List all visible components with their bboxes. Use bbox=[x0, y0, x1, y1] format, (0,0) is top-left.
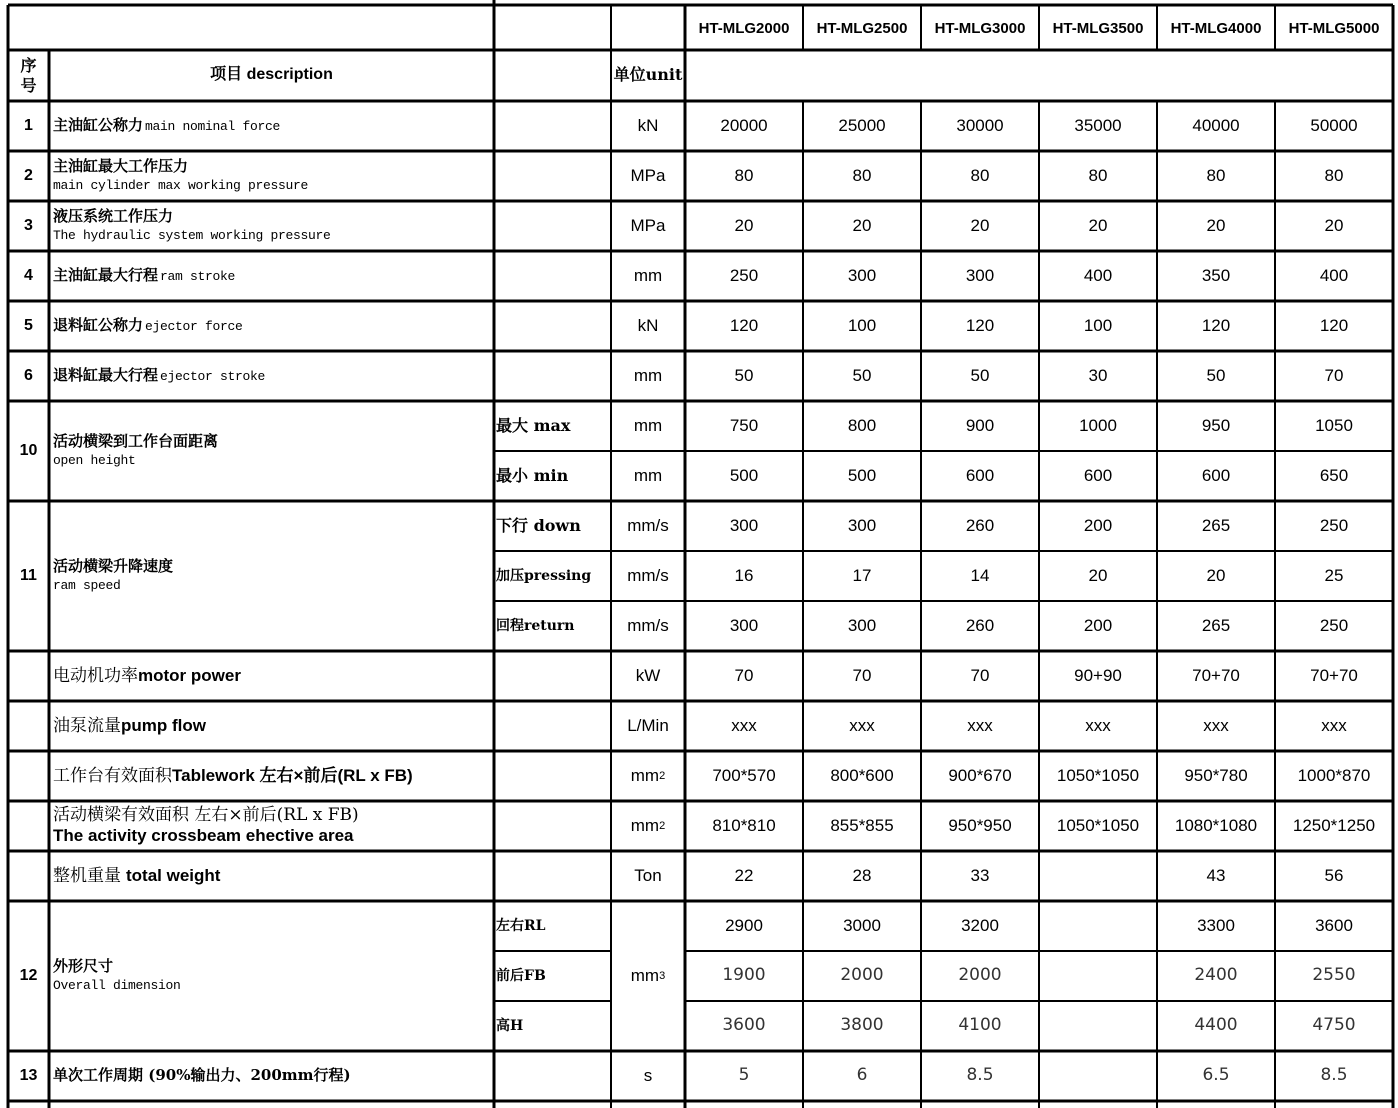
row-unit-value: mm bbox=[630, 766, 660, 786]
value-cell: 3600 bbox=[722, 1015, 766, 1036]
row-unit-value: mm bbox=[633, 266, 663, 286]
value-cell: 950 bbox=[1201, 416, 1231, 436]
value-cell: 300 bbox=[965, 266, 995, 286]
row-unit bbox=[611, 201, 685, 251]
description-en: pump flow bbox=[121, 715, 206, 735]
value-cell: 3300 bbox=[1197, 916, 1235, 936]
row-description bbox=[49, 301, 494, 351]
row-unit bbox=[611, 901, 685, 1051]
description-en: ram speed bbox=[53, 578, 121, 594]
row-number-value: 13 bbox=[19, 1066, 38, 1084]
value-cell: 25000 bbox=[838, 116, 886, 136]
value-cell: 50 bbox=[970, 366, 990, 386]
value-cell: 250 bbox=[1319, 516, 1349, 536]
description-zh: 活动横梁有效面积 左右×前后(RL x FB) bbox=[53, 805, 359, 826]
value-cell: 20 bbox=[852, 216, 872, 236]
description-zh: 主油缸公称力 bbox=[53, 115, 144, 134]
value-cell: 56 bbox=[1324, 866, 1344, 886]
description-text bbox=[53, 367, 265, 385]
value-cell: 300 bbox=[847, 266, 877, 286]
description-header bbox=[49, 50, 494, 101]
row-unit-value: s bbox=[643, 1066, 653, 1086]
value-cell: xxx bbox=[967, 716, 993, 736]
row-description bbox=[49, 801, 494, 851]
row-number bbox=[8, 901, 49, 1051]
row-unit-value: kW bbox=[635, 666, 661, 686]
value-cell: 200 bbox=[1083, 616, 1113, 636]
row-unit bbox=[611, 401, 685, 451]
description-text bbox=[53, 117, 280, 135]
row-number bbox=[8, 501, 49, 651]
value-cell bbox=[1039, 851, 1157, 901]
value-cell: 260 bbox=[965, 616, 995, 636]
value-cell: 20 bbox=[1324, 216, 1344, 236]
description-en: ejector force bbox=[145, 318, 243, 334]
value-cell: 80 bbox=[1206, 166, 1226, 186]
value-cell: 600 bbox=[1201, 466, 1231, 486]
description-zh: 活动横梁到工作台面距离 bbox=[53, 431, 219, 450]
row-unit bbox=[611, 451, 685, 501]
row-number-value: 6 bbox=[24, 366, 33, 384]
row-unit bbox=[611, 151, 685, 201]
row-unit-value: MPa bbox=[630, 166, 666, 186]
row-description bbox=[49, 851, 494, 901]
row-sub-label-text: 前后FB bbox=[496, 967, 546, 984]
row-number-value: 11 bbox=[20, 566, 37, 584]
description-zh: 工作台有效面积 bbox=[53, 765, 172, 786]
value-cell: 35000 bbox=[1074, 116, 1122, 136]
value-cell: 20 bbox=[1088, 216, 1108, 236]
row-description bbox=[49, 501, 494, 651]
row-unit-value: mm/s bbox=[627, 566, 669, 586]
description-zh: 退料缸公称力 bbox=[53, 315, 144, 334]
row-number bbox=[8, 351, 49, 401]
row-sub-label-text: 高H bbox=[496, 1017, 524, 1034]
row-unit-value: mm/s bbox=[627, 516, 669, 536]
value-cell: 855*855 bbox=[830, 816, 894, 836]
description-en: open height bbox=[53, 453, 136, 469]
description-zh: 单次工作周期 (90%输出力、200mm行程) bbox=[53, 1066, 351, 1085]
row-unit bbox=[611, 1051, 685, 1101]
row-unit bbox=[611, 751, 685, 801]
row-sub-label-text: 最小 min bbox=[496, 465, 569, 485]
row-unit-value: mm bbox=[633, 366, 663, 386]
value-cell: 70 bbox=[852, 666, 872, 686]
value-cell bbox=[1039, 1051, 1157, 1101]
value-cell: 70 bbox=[970, 666, 990, 686]
no-header-label: 序号 bbox=[20, 55, 37, 95]
value-cell: 1000 bbox=[1079, 416, 1117, 436]
value-cell: 120 bbox=[965, 316, 995, 336]
description-zh: 电动机功率 bbox=[53, 665, 138, 686]
row-number-value: 3 bbox=[24, 216, 33, 234]
model-header-1: HT-MLG2000 bbox=[698, 19, 790, 37]
value-cell: 20 bbox=[1206, 216, 1226, 236]
description-text bbox=[53, 866, 220, 887]
value-cell: 30 bbox=[1088, 366, 1108, 386]
value-cell: xxx bbox=[1321, 716, 1347, 736]
row-number-value: 1 bbox=[24, 116, 33, 134]
value-cell: 70+70 bbox=[1192, 666, 1240, 686]
value-cell: 120 bbox=[1319, 316, 1349, 336]
model-header-2: HT-MLG2500 bbox=[816, 19, 908, 37]
value-cell: 8.5 bbox=[966, 1065, 994, 1086]
row-number bbox=[8, 1051, 49, 1101]
description-zh: 主油缸最大工作压力 bbox=[53, 156, 189, 175]
value-cell: xxx bbox=[849, 716, 875, 736]
value-cell: 950*950 bbox=[948, 816, 1012, 836]
row-number-value: 12 bbox=[19, 966, 38, 984]
description-zh: 液压系统工作压力 bbox=[53, 206, 174, 225]
value-cell: 900 bbox=[965, 416, 995, 436]
value-cell: 80 bbox=[1088, 166, 1108, 186]
description-zh: 整机重量 bbox=[53, 865, 121, 886]
row-sub-label bbox=[494, 601, 611, 651]
value-cell: 300 bbox=[847, 516, 877, 536]
value-cell: 300 bbox=[847, 616, 877, 636]
value-cell bbox=[1039, 1001, 1157, 1051]
row-sub-label-text: 最大 max bbox=[496, 415, 571, 435]
value-cell: 120 bbox=[1201, 316, 1231, 336]
value-cell: 265 bbox=[1201, 616, 1231, 636]
row-unit-value: MPa bbox=[630, 216, 666, 236]
row-unit-value: mm bbox=[633, 416, 663, 436]
model-header-3: HT-MLG3000 bbox=[934, 19, 1026, 37]
value-cell: 28 bbox=[852, 866, 872, 886]
value-cell: 3200 bbox=[961, 916, 999, 936]
description-text bbox=[53, 267, 235, 285]
description-zh: 主油缸最大行程 bbox=[53, 265, 159, 284]
value-cell: 120 bbox=[729, 316, 759, 336]
unit-exponent: 2 bbox=[659, 769, 666, 782]
row-number bbox=[8, 201, 49, 251]
row-number bbox=[8, 251, 49, 301]
unit-header-label: 单位unit bbox=[613, 65, 683, 85]
value-cell: 20000 bbox=[720, 116, 768, 136]
value-cell: 70 bbox=[1324, 366, 1344, 386]
row-unit-value: mm/s bbox=[627, 616, 669, 636]
value-cell: 4400 bbox=[1194, 1015, 1238, 1036]
value-cell: 600 bbox=[965, 466, 995, 486]
row-unit bbox=[611, 651, 685, 701]
unit-exponent: 3 bbox=[659, 969, 666, 982]
value-cell: 300 bbox=[729, 516, 759, 536]
value-cell: 3800 bbox=[840, 1015, 884, 1036]
value-cell: 30000 bbox=[956, 116, 1004, 136]
row-unit bbox=[611, 551, 685, 601]
description-en: main nominal force bbox=[145, 118, 281, 134]
description-en: Overall dimension bbox=[53, 978, 181, 994]
row-description bbox=[49, 151, 494, 201]
no-header bbox=[8, 50, 49, 101]
row-description bbox=[49, 101, 494, 151]
value-cell: 650 bbox=[1319, 466, 1349, 486]
row-number bbox=[8, 101, 49, 151]
value-cell: 260 bbox=[965, 516, 995, 536]
row-number-value: 5 bbox=[24, 316, 33, 334]
description-en: The hydraulic system working pressure bbox=[53, 228, 331, 244]
value-cell: 70+70 bbox=[1310, 666, 1358, 686]
value-cell: 90+90 bbox=[1074, 666, 1122, 686]
row-sub-label bbox=[494, 551, 611, 601]
row-description bbox=[49, 901, 494, 1051]
unit-header bbox=[611, 50, 685, 101]
value-cell: 20 bbox=[1206, 566, 1226, 586]
row-unit bbox=[611, 101, 685, 151]
row-unit bbox=[611, 351, 685, 401]
row-unit-value: mm bbox=[633, 466, 663, 486]
row-unit bbox=[611, 251, 685, 301]
description-zh: 退料缸最大行程 bbox=[53, 365, 159, 384]
value-cell: 400 bbox=[1319, 266, 1349, 286]
value-cell: xxx bbox=[731, 716, 757, 736]
value-cell: 6.5 bbox=[1202, 1065, 1230, 1086]
value-cell bbox=[1039, 951, 1157, 1001]
description-zh: 外形尺寸 bbox=[53, 956, 114, 975]
row-sub-label bbox=[494, 451, 611, 501]
value-cell: 3000 bbox=[843, 916, 881, 936]
description-text bbox=[53, 766, 413, 787]
value-cell: 265 bbox=[1201, 516, 1231, 536]
value-cell: 350 bbox=[1201, 266, 1231, 286]
value-cell: 8.5 bbox=[1320, 1065, 1348, 1086]
row-description bbox=[49, 1051, 494, 1101]
value-cell: 800*600 bbox=[830, 766, 894, 786]
row-description bbox=[49, 701, 494, 751]
description-en: The activity crossbeam ehective area bbox=[53, 826, 354, 845]
row-unit bbox=[611, 601, 685, 651]
value-cell: 6 bbox=[856, 1065, 868, 1086]
row-sub-label bbox=[494, 951, 611, 1001]
value-cell: 1050*1050 bbox=[1056, 816, 1140, 836]
description-en: total weight bbox=[126, 865, 221, 885]
value-cell: 25 bbox=[1324, 566, 1344, 586]
row-unit bbox=[611, 301, 685, 351]
row-sub-label-text: 左右RL bbox=[496, 917, 546, 934]
description-en: ram stroke bbox=[160, 268, 236, 284]
value-cell: 100 bbox=[1083, 316, 1113, 336]
value-cell: 4750 bbox=[1312, 1015, 1356, 1036]
value-cell: 2000 bbox=[958, 965, 1002, 986]
row-number-value: 10 bbox=[19, 441, 38, 459]
row-description bbox=[49, 651, 494, 701]
value-cell: 2000 bbox=[840, 965, 884, 986]
value-cell: 50 bbox=[852, 366, 872, 386]
row-number bbox=[8, 151, 49, 201]
value-cell: 2550 bbox=[1312, 965, 1356, 986]
row-unit-value: kN bbox=[637, 316, 659, 336]
description-en: main cylinder max working pressure bbox=[53, 178, 309, 194]
value-cell: 5 bbox=[738, 1065, 750, 1086]
unit-exponent: 2 bbox=[659, 819, 666, 832]
value-cell: 1080*1080 bbox=[1174, 816, 1258, 836]
value-cell: 500 bbox=[847, 466, 877, 486]
description-en: motor power bbox=[138, 665, 241, 685]
row-number-value: 2 bbox=[24, 166, 33, 184]
row-unit-value: Ton bbox=[634, 866, 662, 886]
value-cell: 950*780 bbox=[1184, 766, 1248, 786]
description-en: Tablework 左右×前后(RL x FB) bbox=[172, 765, 413, 785]
row-sub-label-text: 回程return bbox=[496, 617, 575, 634]
description-en: ejector stroke bbox=[160, 368, 266, 384]
value-cell: 4100 bbox=[958, 1015, 1002, 1036]
value-cell: 50000 bbox=[1310, 116, 1358, 136]
value-cell: 1050 bbox=[1315, 416, 1353, 436]
row-unit-value: L/Min bbox=[627, 716, 669, 736]
value-cell: 810*810 bbox=[712, 816, 776, 836]
row-number bbox=[8, 301, 49, 351]
value-cell: xxx bbox=[1203, 716, 1229, 736]
row-description bbox=[49, 201, 494, 251]
row-description bbox=[49, 751, 494, 801]
value-cell: 400 bbox=[1083, 266, 1113, 286]
description-zh: 活动横梁升降速度 bbox=[53, 556, 174, 575]
description-text bbox=[53, 716, 206, 737]
value-cell: 33 bbox=[970, 866, 990, 886]
value-cell: 3600 bbox=[1315, 916, 1353, 936]
row-sub-label bbox=[494, 501, 611, 551]
row-sub-label-text: 加压pressing bbox=[496, 567, 592, 584]
row-number bbox=[8, 401, 49, 501]
value-cell: 17 bbox=[852, 566, 872, 586]
value-cell: 40000 bbox=[1192, 116, 1240, 136]
value-cell: 80 bbox=[970, 166, 990, 186]
value-cell: 22 bbox=[734, 866, 754, 886]
description-line-1 bbox=[53, 806, 359, 826]
value-cell: 20 bbox=[734, 216, 754, 236]
row-description bbox=[49, 351, 494, 401]
value-cell: 43 bbox=[1206, 866, 1226, 886]
value-cell: 600 bbox=[1083, 466, 1113, 486]
value-cell: 200 bbox=[1083, 516, 1113, 536]
description-text bbox=[53, 666, 241, 687]
model-header-6: HT-MLG5000 bbox=[1288, 19, 1380, 37]
row-unit bbox=[611, 801, 685, 851]
row-sub-label bbox=[494, 401, 611, 451]
value-cell: 80 bbox=[852, 166, 872, 186]
description-zh: 油泵流量 bbox=[53, 715, 121, 736]
row-unit-value: kN bbox=[637, 116, 659, 136]
model-header-4: HT-MLG3500 bbox=[1052, 19, 1144, 37]
value-cell bbox=[1039, 901, 1157, 951]
value-cell: 1050*1050 bbox=[1056, 766, 1140, 786]
value-cell: 1900 bbox=[722, 965, 766, 986]
value-cell: 1250*1250 bbox=[1292, 816, 1376, 836]
value-cell: 14 bbox=[970, 566, 990, 586]
description-text bbox=[53, 317, 243, 335]
row-sub-label-text: 下行 down bbox=[496, 515, 581, 535]
row-sub-label bbox=[494, 901, 611, 951]
value-cell: 80 bbox=[1324, 166, 1344, 186]
value-cell: 20 bbox=[1088, 566, 1108, 586]
value-cell: xxx bbox=[1085, 716, 1111, 736]
row-unit bbox=[611, 701, 685, 751]
value-cell: 100 bbox=[847, 316, 877, 336]
value-cell: 1000*870 bbox=[1297, 766, 1371, 786]
value-cell: 500 bbox=[729, 466, 759, 486]
row-description bbox=[49, 401, 494, 501]
row-unit-value: mm bbox=[630, 816, 660, 836]
value-cell: 250 bbox=[729, 266, 759, 286]
row-unit bbox=[611, 851, 685, 901]
value-cell: 800 bbox=[847, 416, 877, 436]
model-header-5: HT-MLG4000 bbox=[1170, 19, 1262, 37]
value-cell: 80 bbox=[734, 166, 754, 186]
value-cell: 900*670 bbox=[948, 766, 1012, 786]
row-description bbox=[49, 251, 494, 301]
value-cell: 750 bbox=[729, 416, 759, 436]
row-unit-value: mm bbox=[630, 966, 660, 986]
value-cell: 16 bbox=[734, 566, 754, 586]
value-cell: 250 bbox=[1319, 616, 1349, 636]
value-cell: 300 bbox=[729, 616, 759, 636]
value-cell: 50 bbox=[734, 366, 754, 386]
row-sub-label bbox=[494, 1001, 611, 1051]
value-cell: 50 bbox=[1206, 366, 1226, 386]
value-cell: 20 bbox=[970, 216, 990, 236]
row-number-value: 4 bbox=[24, 266, 33, 284]
value-cell: 2400 bbox=[1194, 965, 1238, 986]
description-header-label: 项目 description bbox=[210, 66, 333, 84]
value-cell: 2900 bbox=[725, 916, 763, 936]
value-cell: 70 bbox=[734, 666, 754, 686]
value-cell: 700*570 bbox=[712, 766, 776, 786]
row-unit bbox=[611, 501, 685, 551]
